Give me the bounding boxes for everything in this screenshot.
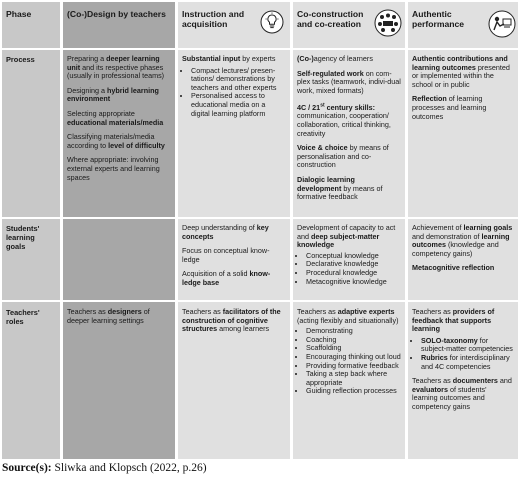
row-divider (2, 217, 518, 219)
list-item: • SOLO-taxonomy for subject-matter competencies (421, 337, 514, 354)
phase-table (2, 2, 518, 459)
list-item: • Guiding reflection processes (306, 387, 401, 396)
list-item: • Rubrics for interdisciplinary and 4C competencies (421, 354, 514, 371)
header-design: (Co-)Design by teachers (67, 9, 166, 19)
list-item: • Scaffolding (306, 344, 401, 353)
source-caption: Source(s): Sliwka and Klopsch (2022, p.26) (2, 462, 207, 474)
header-phase: Phase (6, 9, 32, 19)
lightbulb-head-icon (260, 10, 284, 34)
row-label-goals: Students' learning goals (6, 224, 40, 251)
row-divider (2, 48, 518, 50)
list-item: • Compact lectures/ presen-tations/ demonstrations by teachers and other experts (191, 67, 286, 93)
header-instruction: Instruction and acquisition (182, 9, 245, 29)
goals-authentic-cell: Achievement of learning goals and demonstration of learning outcomes (knowledge and competency gains) Metacognitive reflection (412, 223, 513, 273)
list-item: • Taking a step back where appropriate (306, 370, 401, 387)
roles-design-cell: Teachers as designers of deeper learning settings (67, 307, 150, 325)
roles-authentic-cell: Teachers as providers of feedback that supports learning • SOLO-taxonomy for subject-matter competencies • Rubrics for interdisciplinary and 4C competencies Teachers as documenters and evaluators of students' learning outcomes and competency gains (408, 308, 518, 418)
list-item: • Conceptual knowledge (306, 252, 401, 261)
list-item: • Personalised access to educational media on a digital learning platform (191, 92, 286, 118)
process-cocreation-cell: (Co-)agency of learners Self-regulated work on com-plex tasks (teamwork, indivi-dual work, mixed formats) 4C / 21st century skills: communication, cooperation/ collaboration, critical thinking, creativity Voice & choice by means of personalisation and co-construction Dialogic learning development by means of formative feedback (297, 54, 401, 202)
roles-instruction-cell: Teachers as facilitators of the construction of cognitive structures among learners (182, 307, 281, 334)
process-authentic-cell: Authentic contributions and learning outcomes presented or implemented within the school or in public Reflection of learning processes and learning outcomes (412, 54, 510, 121)
team-collaboration-icon (374, 9, 402, 37)
list-item: • Encouraging thinking out loud (306, 353, 401, 362)
row-divider (2, 300, 518, 302)
list-item: • Demonstrating (306, 327, 401, 336)
goals-cocreation-cell: Development of capacity to act and deep subject-matter knowledge • Conceptual knowledge • Declarative knowledge • Procedural knowledge • Metacognitive knowledge (293, 224, 405, 292)
row-label-roles: Teachers' roles (6, 308, 40, 326)
list-item: • Declarative knowledge (306, 260, 401, 269)
process-instruction-cell: Substantial input by experts • Compact lectures/ presen-tations/ demonstrations by teachers and other experts • Personalised access to educational media on a digital learning platform (178, 55, 290, 124)
performance-icon (488, 10, 516, 38)
header-authentic: Authentic performance (412, 9, 465, 29)
list-item: • Metacognitive knowledge (306, 278, 401, 287)
list-item: • Coaching (306, 336, 401, 345)
goals-instruction-cell: Deep understanding of key concepts Focus on conceptual know-ledge Acquisition of a solid know-ledge base (182, 223, 271, 287)
header-cocreation: Co-construction and co-creation (297, 9, 364, 29)
process-design-cell: Preparing a deeper learning unit and its respective phases (usually in professional teams) Designing a hybrid learning environment Selecting appropriate educational materials/media Classifying materials/media according to level of difficulty Where appropriate: involving external experts and learning spaces (67, 54, 165, 182)
roles-cocreation-cell: Teachers as adaptive experts (acting flexibly and situationally) • Demonstrating • Coaching • Scaffolding • Encouraging thinking out loud • Providing formative feedback • Taking a step back where appropriate • Guiding reflection processes (293, 308, 405, 402)
list-item: • Procedural knowledge (306, 269, 401, 278)
list-item: • Providing formative feedback (306, 362, 401, 371)
row-label-process: Process (6, 55, 35, 64)
